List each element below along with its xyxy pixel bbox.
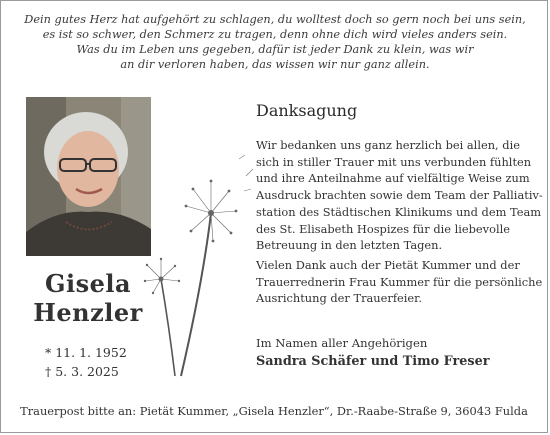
dandelion-illustration [141, 151, 261, 381]
portrait-photo [26, 97, 151, 256]
last-name: Henzler [33, 298, 143, 327]
death-date: † 5. 3. 2025 [45, 364, 119, 379]
text-line: station des Städtischen Klinikums und dem Team [256, 204, 542, 219]
signature-intro: Im Namen aller Angehörigen [256, 336, 428, 350]
deceased-name [23, 269, 153, 327]
text-line: sich in stiller Trauer mit uns verbunden fühlten [256, 154, 532, 169]
additional-thanks-paragraph [256, 257, 543, 307]
text-line: Ausrichtung der Trauerfeier. [256, 291, 422, 306]
text-line: Vielen Dank auch der Pietät Kummer und der [256, 258, 520, 272]
text-line: Betreuung in den letzten Tagen. [256, 238, 443, 253]
text-line: Wir bedanken uns ganz herzlich bei allen, die [256, 138, 520, 152]
text-line: und ihre Anteilnahme auf vielfältige Weise zum [256, 171, 530, 186]
birth-date: * 11. 1. 1952 [45, 345, 127, 360]
text-line: Trauerrednerin Frau Kummer für die persönliche [256, 274, 543, 289]
poem-line: es ist so schwer, den Schmerz zu tragen, denn ohne dich wird vieles anders sein. [42, 28, 508, 41]
signature-names: Sandra Schäfer und Timo Freser [256, 354, 490, 369]
memorial-poem [11, 12, 539, 72]
poem-line: an dir verloren haben, das wissen wir nur ganz allein. [120, 58, 430, 71]
mourning-mail-address: Trauerpost bitte an: Pietät Kummer, „Gisela Henzler“, Dr.-Raabe-Straße 9, 36043 Fulda [20, 404, 528, 418]
first-name: Gisela [44, 269, 132, 298]
thanks-paragraph [256, 137, 543, 254]
poem-line: Dein gutes Herz hat aufgehört zu schlagen, du wolltest doch so gern noch bei uns sein, [24, 13, 526, 26]
text-line: des St. Elisabeth Hospizes für die liebevolle [256, 221, 510, 236]
thanks-heading: Danksagung [256, 101, 358, 120]
text-line: Ausdruck brachten sowie dem Team der Palliativ- [256, 188, 543, 203]
poem-line: Was du im Leben uns gegeben, dafür ist jeder Dank zu klein, was wir [76, 43, 474, 56]
